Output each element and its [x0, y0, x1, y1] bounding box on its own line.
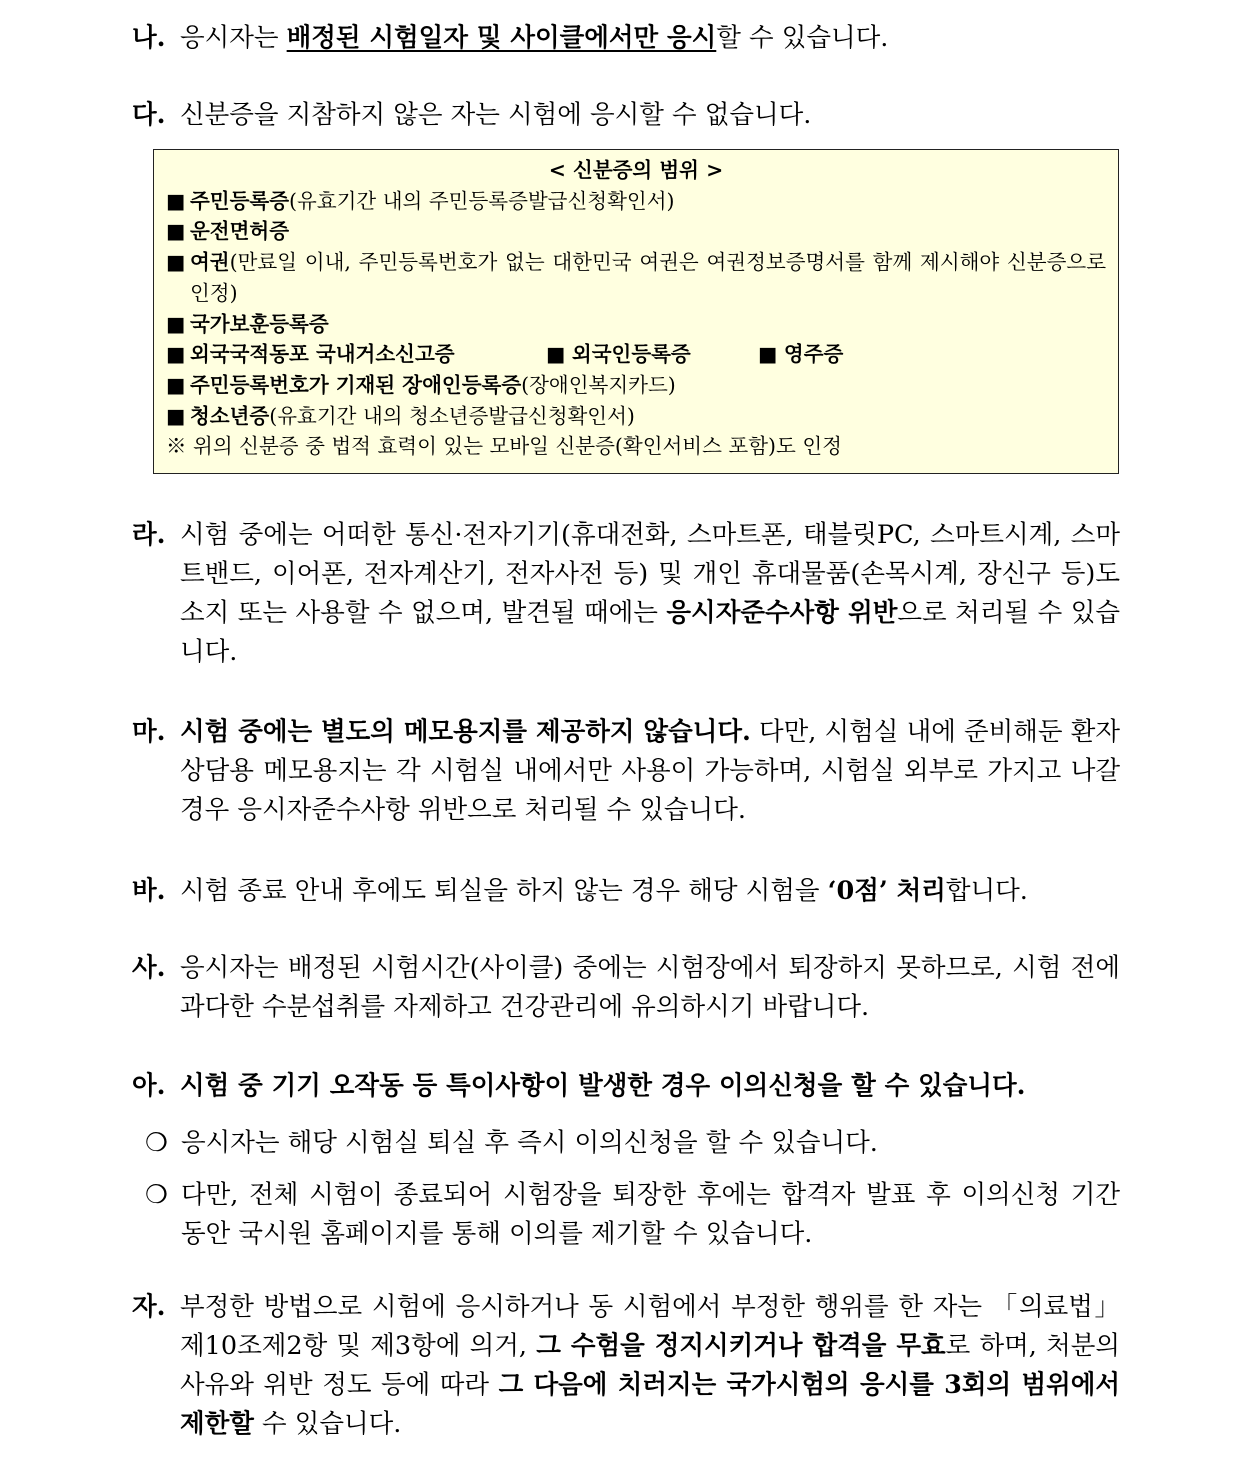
emphasis-text: 시험 중에는 별도의 메모용지를 제공하지 않습니다. [180, 717, 751, 747]
item-da [132, 96, 1120, 135]
id-row: ■ 청소년증(유효기간 내의 청소년증발급신청확인서) [166, 401, 1106, 432]
square-bullet-icon: ■ [166, 219, 186, 244]
id-box-note: ※ 위의 신분증 중 법적 효력이 있는 모바일 신분증(확인서비스 포함)도 인정 [166, 434, 842, 459]
item-marker: 아. [132, 1071, 166, 1101]
id-row-multi: ■ 외국국적동포 국내거소신고증 ■ 외국인등록증 ■ 영주증 [166, 339, 1106, 370]
square-bullet-icon: ■ [166, 188, 186, 213]
id-row: ■ 국가보훈등록증 [166, 309, 1106, 340]
item-a [132, 1067, 1120, 1106]
item-marker: 다. [132, 100, 166, 130]
item-text: 신분증을 지참하지 않은 자는 시험에 응시할 수 없습니다. [180, 100, 812, 130]
item-marker: 사. [132, 953, 166, 983]
emphasis-text: 그 수험을 정지시키거나 합격을 무효 [536, 1331, 946, 1361]
sub-item-text: 응시자는 해당 시험실 퇴실 후 즉시 이의신청을 할 수 있습니다. [181, 1128, 878, 1158]
emphasis-text: 응시자준수사항 위반 [666, 598, 898, 628]
item-ja [132, 1288, 1120, 1444]
square-bullet-icon: ■ [166, 342, 186, 367]
id-row: ■ 여권(만료일 이내, 주민등록번호가 없는 대한민국 여권은 여권정보증명서를 함께 제시해야 신분증으로 인정) [166, 247, 1106, 308]
item-sa [132, 949, 1120, 1027]
id-row: ■ 주민등록번호가 기재된 장애인등록증(장애인복지카드) [166, 370, 1106, 401]
item-text: 시험 중 기기 오작동 등 특이사항이 발생한 경우 이의신청을 할 수 있습니다. [180, 1071, 1026, 1101]
square-bullet-icon: ■ [166, 372, 186, 397]
item-text: 부정한 방법으로 시험에 응시하거나 동 시험에서 부정한 행위를 한 자는 「의료법」 제10조제2항 및 제3항에 의거, 그 수험을 정지시키거나 합격을 무효로 하며, 처분의 사유와 위반 정도 등에 따라 그 다음에 치러지는 국가시험의 응시를 3회의 범위에서 제한할 수 있습니다. [180, 1292, 1121, 1439]
item-text: 시험 종료 안내 후에도 퇴실을 하지 않는 경우 해당 시험을 ‘0점’ 처리합니다. [180, 876, 1028, 906]
item-text: 응시자는 배정된 시험일자 및 사이클에서만 응시할 수 있습니다. [180, 23, 889, 53]
id-row: ■ 주민등록증(유효기간 내의 주민등록증발급신청확인서) [166, 186, 1106, 217]
square-bullet-icon: ■ [166, 250, 186, 275]
circle-bullet-icon: ❍ [145, 1128, 168, 1158]
sub-item [145, 1176, 1120, 1254]
emphasis-text: 그 다음에 치러지는 국가시험의 응시를 3회의 범위에서 제한할 [180, 1370, 1121, 1439]
item-ra [132, 516, 1120, 672]
item-marker: 나. [132, 23, 166, 53]
sub-item-text: 다만, 전체 시험이 종료되어 시험장을 퇴장한 후에는 합격자 발표 후 이의신청 기간 동안 국시원 홈페이지를 통해 이의를 제기할 수 있습니다. [181, 1180, 1120, 1249]
item-ba [132, 872, 1120, 911]
square-bullet-icon: ■ [758, 342, 778, 367]
circle-bullet-icon: ❍ [145, 1180, 168, 1210]
emphasis-text: ‘0점’ 처리 [827, 876, 946, 906]
id-box-title: < 신분증의 범위 > [548, 158, 724, 182]
square-bullet-icon: ■ [166, 311, 186, 336]
item-text: 응시자는 배정된 시험시간(사이클) 중에는 시험장에서 퇴장하지 못하므로, 시험 전에 과다한 수분섭취를 자제하고 건강관리에 유의하시기 바랍니다. [180, 953, 1120, 1022]
id-scope-box [153, 149, 1119, 474]
item-ma [132, 713, 1120, 830]
item-na [132, 19, 1120, 58]
item-text: 시험 중에는 어떠한 통신·전자기기(휴대전화, 스마트폰, 태블릿PC, 스마트시계, 스마트밴드, 이어폰, 전자계산기, 전자사전 등) 및 개인 휴대물품(손목시계, 장신구 등)도 소지 또는 사용할 수 없으며, 발견될 때에는 응시자준수사항 위반으로 처리될 수 있습니다. [180, 520, 1120, 667]
item-marker: 자. [132, 1292, 166, 1322]
item-marker: 바. [132, 876, 166, 906]
id-row: ■ 운전면허증 [166, 216, 1106, 247]
square-bullet-icon: ■ [166, 403, 186, 428]
square-bullet-icon: ■ [546, 342, 566, 367]
item-marker: 라. [132, 520, 166, 550]
item-text: 시험 중에는 별도의 메모용지를 제공하지 않습니다. 다만, 시험실 내에 준비해둔 환자 상담용 메모용지는 각 시험실 내에서만 사용이 가능하며, 시험실 외부로 가지고 나갈 경우 응시자준수사항 위반으로 처리될 수 있습니다. [180, 717, 1120, 825]
sub-item [145, 1124, 1120, 1163]
emphasis-text: 배정된 시험일자 및 사이클에서만 응시 [286, 23, 717, 53]
item-marker: 마. [132, 717, 166, 747]
